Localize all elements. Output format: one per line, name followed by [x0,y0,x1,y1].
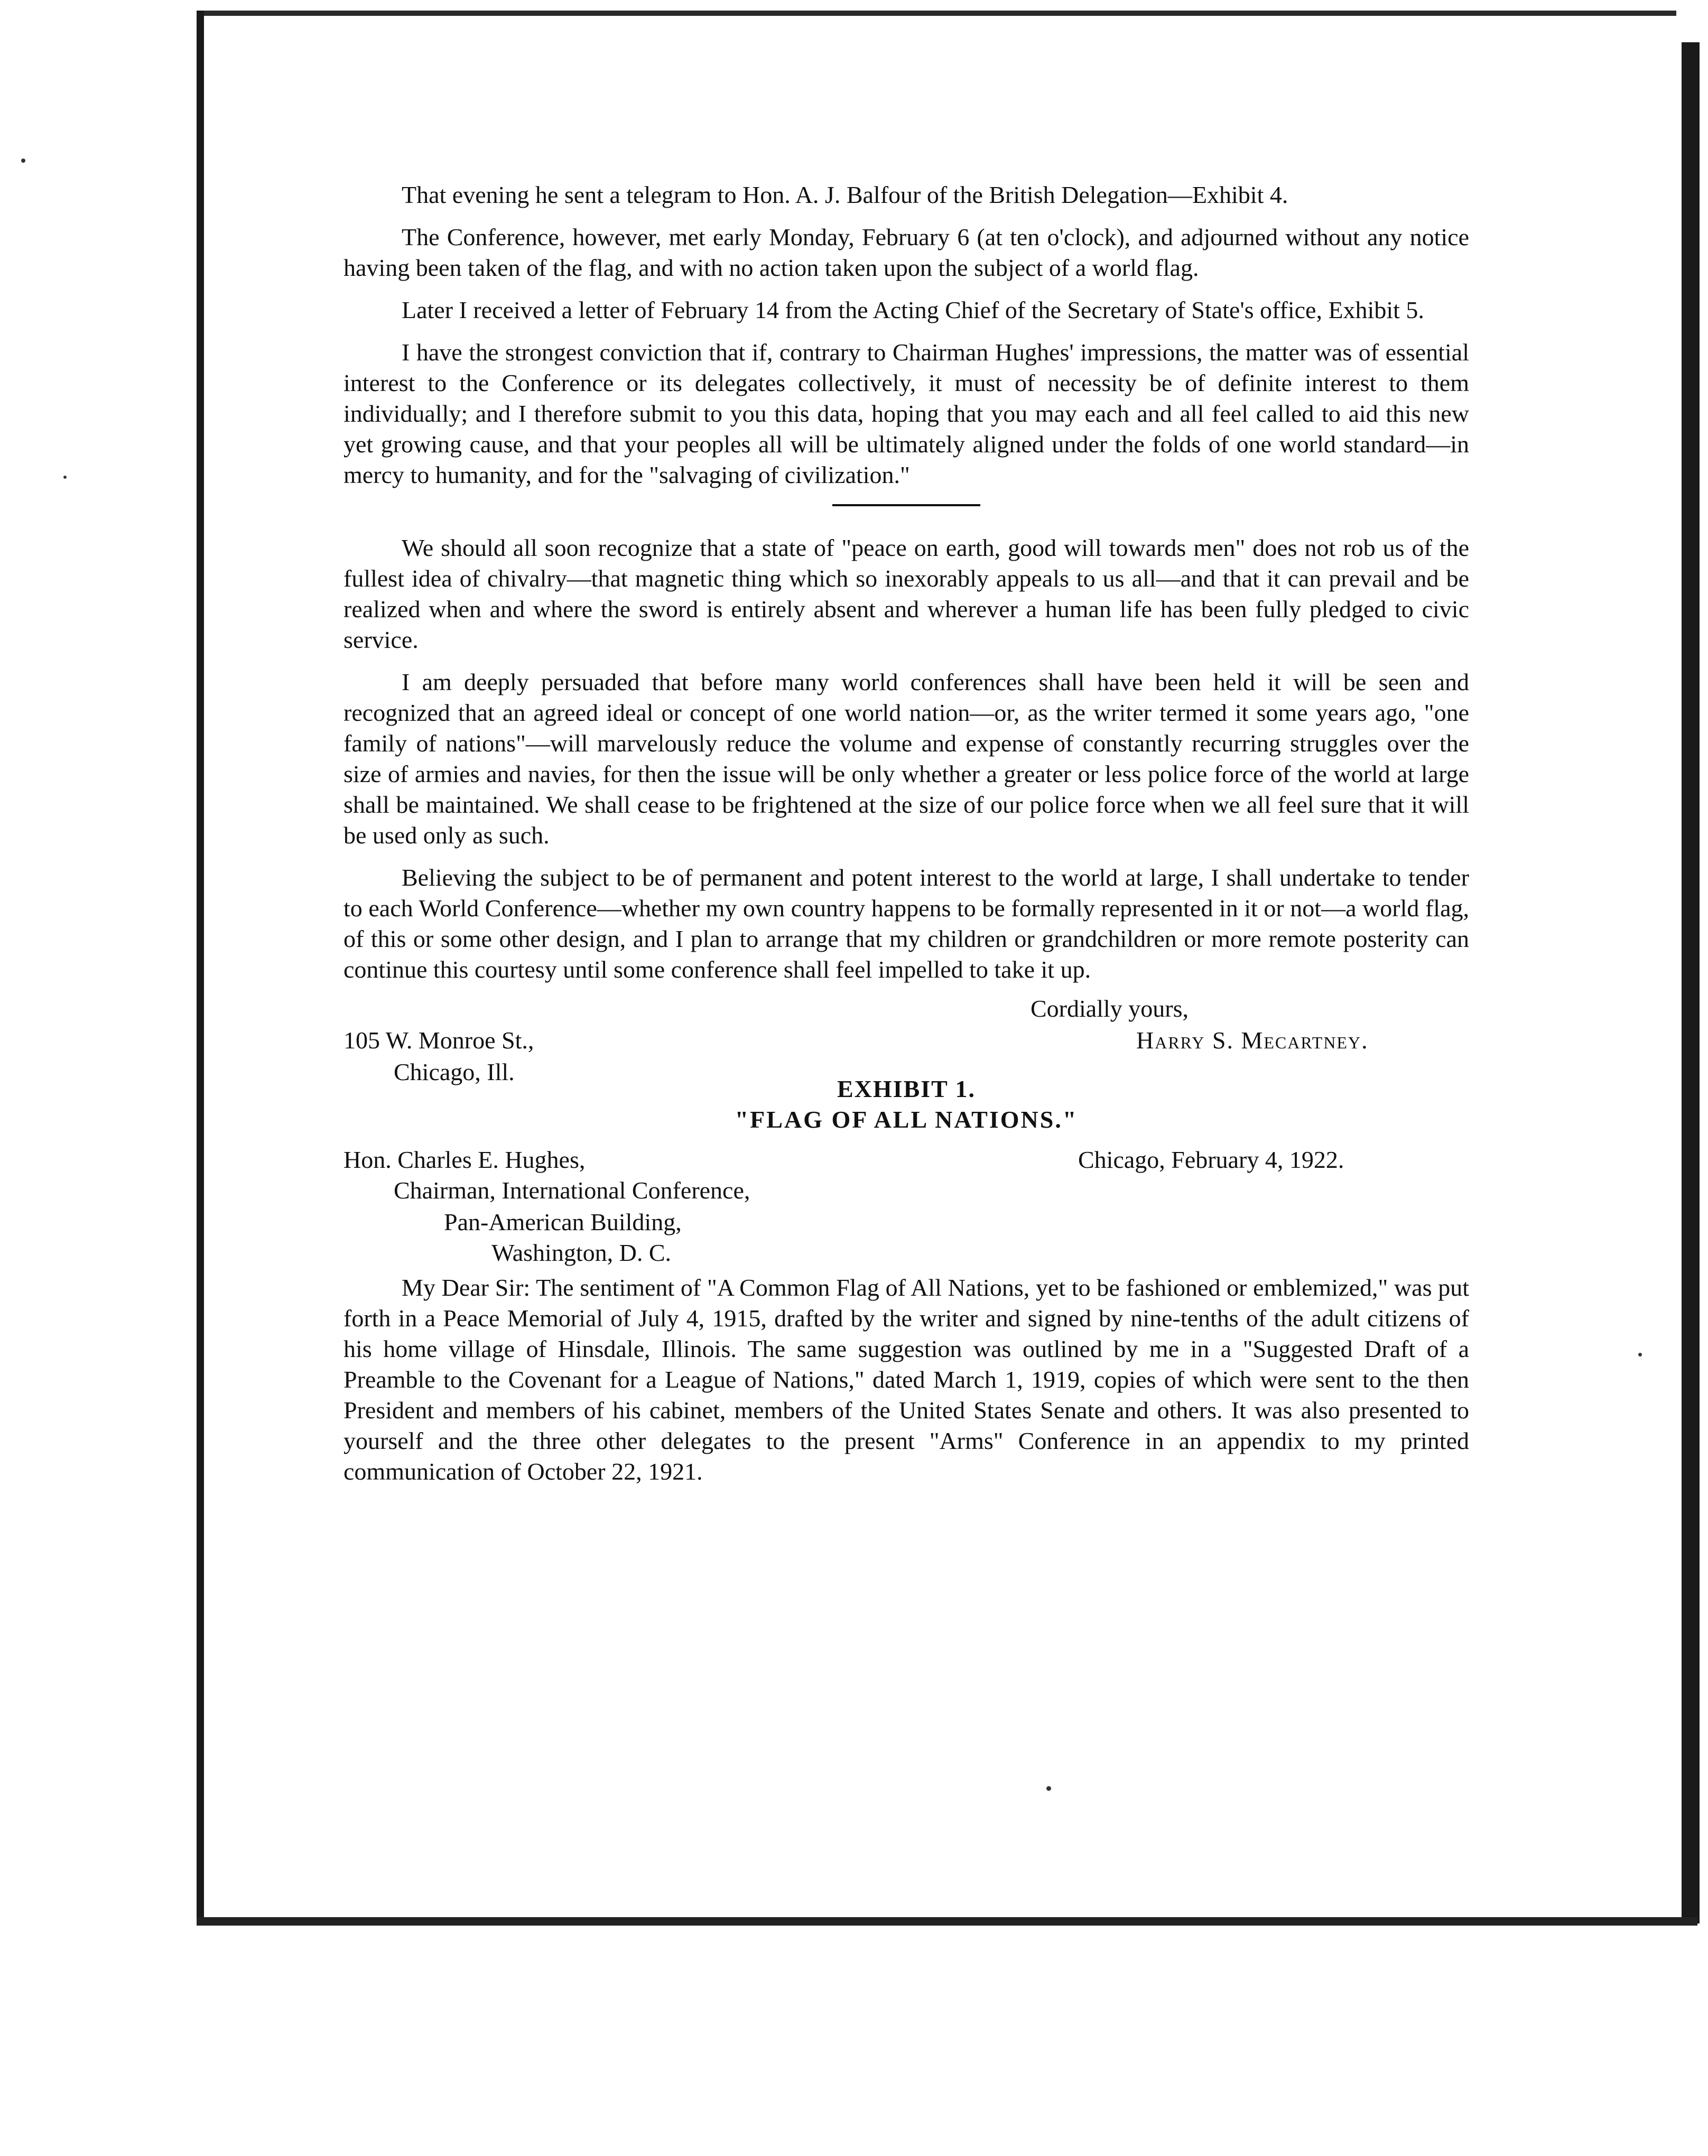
paragraph: That evening he sent a telegram to Hon. A. J. Balfour of the British Delegation—Exhibit 4. [402,181,1288,208]
scan-speck [21,159,25,163]
addressee-city: Washington, D. C. [491,1239,672,1266]
document-body [344,180,1469,1499]
scan-speck [63,476,67,479]
addressee-building: Pan-American Building, [444,1209,682,1235]
section-divider [832,504,980,506]
address-street: 105 W. Monroe St., [344,1027,534,1054]
paragraph: The Conference, however, met early Monday, February 6 (at ten o'clock), and adjourned without any notice having been taken of the flag, and with no action taken upon the subject of a world flag. [344,224,1469,281]
letter-header [344,1145,1469,1269]
addressee-name: Hon. Charles E. Hughes, [344,1146,586,1173]
paragraph: Believing the subject to be of permanent and potent interest to the world at large, I shall undertake to tender to each World Conference—whether my own country happens to be formally represented in it or not—a world flag, of this or some other design, and I plan to arrange that my children or grandchildren or more remote posterity can continue this courtesy until some conference shall feel impelled to take it up. [344,864,1469,983]
paragraph: I have the strongest conviction that if, contrary to Chairman Hughes' impressions, the matter was of essential interest to the Conference or its delegates collectively, it must of necessity be of definite interest to them individually; and I therefore submit to you this data, hoping that you may each and all feel called to aid this new yet growing cause, and that your peoples all will be ultimately aligned under the folds of one world standard—in mercy to humanity, and for the "salvaging of civilization." [344,339,1469,488]
scan-speck [1046,1786,1051,1791]
exhibit-subtitle: "FLAG OF ALL NATIONS." [735,1106,1078,1133]
paragraph: We should all soon recognize that a state of "peace on earth, good will towards men" does not rob us of the fullest idea of chivalry—that magnetic thing which so inexorably appeals to us all—and that it can prevail and be realized when and where the sword is entirely absent and wherever a human life has been fully pledged to civic service. [344,534,1469,653]
paragraph: Later I received a letter of February 14 from the Acting Chief of the Secretary of State's office, Exhibit 5. [402,296,1424,323]
closing: Cordially yours, [1031,995,1189,1022]
letter-date: Chicago, February 4, 1922. [1078,1146,1344,1173]
address-city: Chicago, Ill. [394,1058,515,1085]
exhibit-title: EXHIBIT 1. [837,1075,976,1102]
scan-speck [1638,1353,1642,1356]
signature: Harry S. Mecartney. [1136,1027,1369,1054]
page-edge-top [197,11,1676,16]
page-edge-left [197,11,204,1923]
closing-block [344,993,1469,1085]
page-edge-right [1682,42,1700,1923]
letter-body: My Dear Sir: The sentiment of "A Common Flag of All Nations, yet to be fashioned or emblemized," was put forth in a Peace Memorial of July 4, 1915, drafted by the writer and signed by nine-tenths of the adult citizens of his home village of Hinsdale, Illinois. The same suggestion was outlined by me in a "Suggested Draft of a Preamble to the Covenant for a League of Nations," dated March 1, 1919, copies of which were sent to the then President and members of his cabinet, members of the United States Senate and others. It was also presented to yourself and the three other delegates to the present "Arms" Conference in an appendix to my printed communication of October 22, 1921. [344,1274,1469,1485]
addressee-title: Chairman, International Conference, [394,1177,750,1204]
paragraph: I am deeply persuaded that before many world conferences shall have been held it will be seen and recognized that an agreed ideal or concept of one world nation—or, as the writer termed it some years ago, "one family of nations"—will marvelously reduce the volume and expense of constantly recurring struggles over the size of armies and navies, for then the issue will be only whether a greater or less police force of the world at large shall be maintained. We shall cease to be frightened at the size of our police force when we all feel sure that it will be used only as such. [344,668,1469,849]
page-edge-bottom [197,1917,1697,1926]
